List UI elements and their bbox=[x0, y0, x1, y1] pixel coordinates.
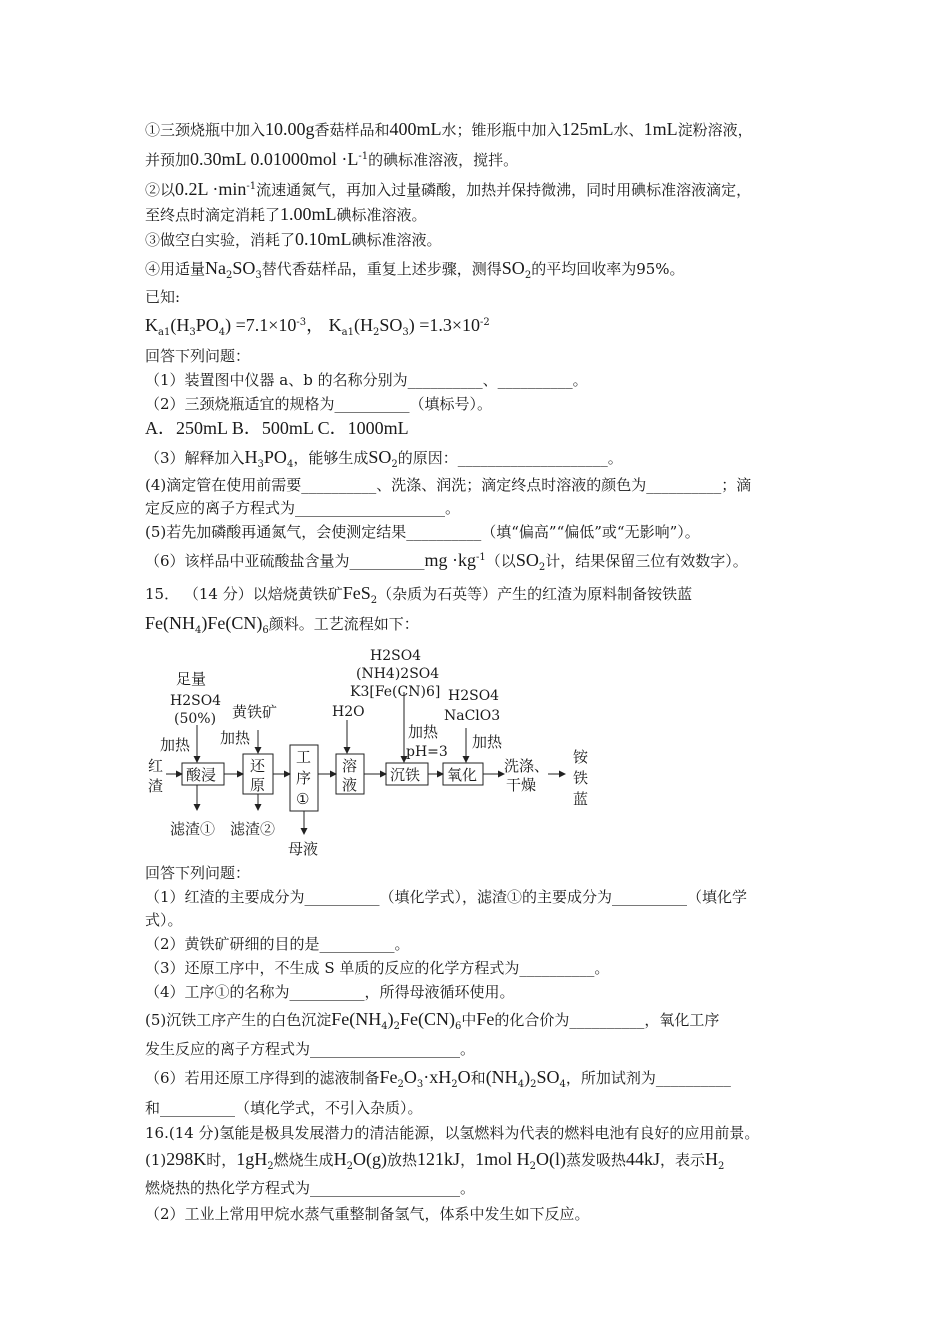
step4-line: ④用适量$Na_2SO_3$替代香菇样品，重复上述步骤，测得$SO_2$的平均回收率为95%。 bbox=[145, 258, 685, 281]
q16-part1-line2: 燃烧热的热化学方程式为____________________。 bbox=[145, 1179, 476, 1197]
q16-part1-line1: (1)298K时，$1gH_2$燃烧生成$H_2O(g)$放热121kJ，1mol $H_2O(l)$蒸发吸热44kJ，表示$H_2$ bbox=[145, 1149, 725, 1172]
known-label: 已知: bbox=[145, 288, 181, 306]
flow-start-2: 渣 bbox=[148, 777, 164, 795]
step2-line1: ②以$0.2L \cdot\min^{-1}$流速通氮气，再加入过量磷酸，加热并保持微沸，同时用碘标准溶液滴定， bbox=[145, 179, 752, 199]
q15-part1-line2: 式）。 bbox=[145, 911, 183, 929]
top-reagent-3: K3[Fe(CN)6] bbox=[350, 684, 441, 700]
q15-part5-line1: (5)沉铁工序产生的白色沉淀$Fe(NH_4)_2Fe(CN)_6$中Fe的化合价为__________，氧化工序 bbox=[145, 1009, 720, 1032]
box-reduce-1: 还 bbox=[250, 757, 266, 775]
answer-label-14: 回答下列问题： bbox=[145, 347, 251, 365]
water-label: H2O bbox=[332, 704, 365, 720]
top-reagent-2: (NH4)2SO4 bbox=[356, 666, 440, 682]
q15-part2: （2）黄铁矿研细的目的是__________。 bbox=[145, 935, 410, 953]
q15-heading-line2: $Fe(NH_4)Fe(CN)_6$颜料。工艺流程如下： bbox=[145, 613, 419, 636]
flow-start-1: 红 bbox=[148, 757, 164, 775]
q15-part4: （4）工序①的名称为__________，所得母液循环使用。 bbox=[145, 983, 515, 1001]
q15-part1-line1: （1）红渣的主要成分为__________（填化学式），滤渣①的主要成分为__________（填化学 bbox=[145, 888, 748, 906]
q14-part2: （2）三颈烧瓶适宜的规格为__________（填标号）。 bbox=[145, 395, 493, 413]
product-3: 蓝 bbox=[573, 790, 589, 808]
product-2: 铁 bbox=[573, 769, 589, 787]
ka-formula: $K_{a1}(H_3PO_4) =7.1\times 10^{-3}$， $K_{a1}(H_2SO_3) =1.3\times 10^{-2}$ bbox=[145, 315, 490, 338]
step1-line1: ①三颈烧瓶中加入10.00g香菇样品和400mL水；锥形瓶中加入125mL水、1mL淀粉溶液， bbox=[145, 119, 753, 139]
q14-part1: （1）装置图中仪器 a、b 的名称分别为__________、__________。 bbox=[145, 371, 588, 389]
acid-reagent-2: H2SO4 bbox=[170, 693, 222, 709]
heat-label-2: 加热 bbox=[220, 729, 251, 747]
q16-part2: （2）工业上常用甲烷水蒸气重整制备氢气，体系中发生如下反应。 bbox=[145, 1205, 590, 1223]
step1-line2: 并预加0.30mL $0.01000mol \cdot L^{-1}$的碘标准溶液，搅拌。 bbox=[145, 149, 519, 169]
box-process-3: ① bbox=[296, 790, 310, 808]
ox-reagent-1: H2SO4 bbox=[448, 688, 500, 704]
wash-label: 洗涤、 bbox=[504, 757, 550, 775]
q14-part5: (5)若先加磷酸再通氮气，会使测定结果__________（填“偏高”“偏低”或“无影响”）。 bbox=[145, 523, 700, 541]
residue-1: 滤渣① bbox=[170, 820, 216, 838]
q15-part5-line2: 发生反应的离子方程式为____________________。 bbox=[145, 1040, 476, 1058]
q14-part2-options: A．250mL B．500mL C．1000mL bbox=[145, 418, 409, 438]
box-process-1: 工 bbox=[296, 748, 312, 766]
product-1: 铵 bbox=[573, 748, 589, 766]
step2-line2: 至终点时滴定消耗了1.00mL碘标准溶液。 bbox=[145, 204, 427, 224]
box-acid-leach: 酸浸 bbox=[186, 766, 217, 784]
ph-label: pH=3 bbox=[406, 744, 448, 760]
box-reduce-2: 原 bbox=[250, 776, 266, 794]
top-reagent-1: H2SO4 bbox=[370, 648, 422, 664]
pyrite-label: 黄铁矿 bbox=[232, 703, 278, 721]
q14-part4-line2: 定反应的离子方程式为____________________。 bbox=[145, 499, 461, 517]
q14-part4-line1: (4)滴定管在使用前需要__________、洗涤、润洗；滴定终点时溶液的颜色为__________；滴 bbox=[145, 476, 752, 494]
residue-2: 滤渣② bbox=[230, 820, 276, 838]
q15-heading: 15． （14 分）以焙烧黄铁矿FeS$_2$（杂质为石英等）产生的红渣为原料制备铵铁蓝 bbox=[145, 583, 693, 606]
q16-heading: 16.(14 分)氢能是极具发展潜力的清洁能源，以氢燃料为代表的燃料电池有良好的应用前景。 bbox=[145, 1124, 760, 1142]
mother-liquor: 母液 bbox=[288, 840, 319, 858]
process-flow-diagram bbox=[140, 640, 610, 860]
q15-part3: （3）还原工序中，不生成 S 单质的反应的化学方程式为__________。 bbox=[145, 959, 610, 977]
ox-reagent-2: NaClO3 bbox=[444, 708, 501, 724]
q14-part6: （6）该样品中亚硫酸盐含量为__________mg $\cdot kg^{-1}$（以$SO_2$计，结果保留三位有效数字）。 bbox=[145, 550, 748, 573]
answer-label-15: 回答下列问题： bbox=[145, 864, 251, 882]
box-dissolve-1: 溶 bbox=[342, 757, 358, 775]
box-dissolve-2: 液 bbox=[342, 776, 358, 794]
q15-part6-line2: 和__________（填化学式，不引入杂质）。 bbox=[145, 1099, 423, 1117]
acid-reagent-1: 足量 bbox=[176, 670, 207, 688]
box-precipitate: 沉铁 bbox=[390, 766, 421, 784]
step3-line: ③做空白实验，消耗了0.10mL碘标准溶液。 bbox=[145, 229, 442, 249]
box-process-2: 序 bbox=[296, 769, 312, 787]
heat-label-3: 加热 bbox=[408, 723, 439, 741]
dry-label: 干燥 bbox=[506, 776, 537, 794]
heat-label-1: 加热 bbox=[160, 736, 191, 754]
q14-part3: （3）解释加入$H_3PO_4$，能够生成$SO_2$的原因：____________________。 bbox=[145, 447, 623, 470]
q15-part6-line1: （6）若用还原工序得到的滤液制备$Fe_2O_3\cdot xH_2O$和$(NH_4)_2SO_4$，所加试剂为__________ bbox=[145, 1067, 731, 1090]
acid-reagent-3: (50%) bbox=[174, 711, 217, 727]
box-oxidize: 氧化 bbox=[447, 766, 478, 784]
heat-label-4: 加热 bbox=[472, 733, 503, 751]
